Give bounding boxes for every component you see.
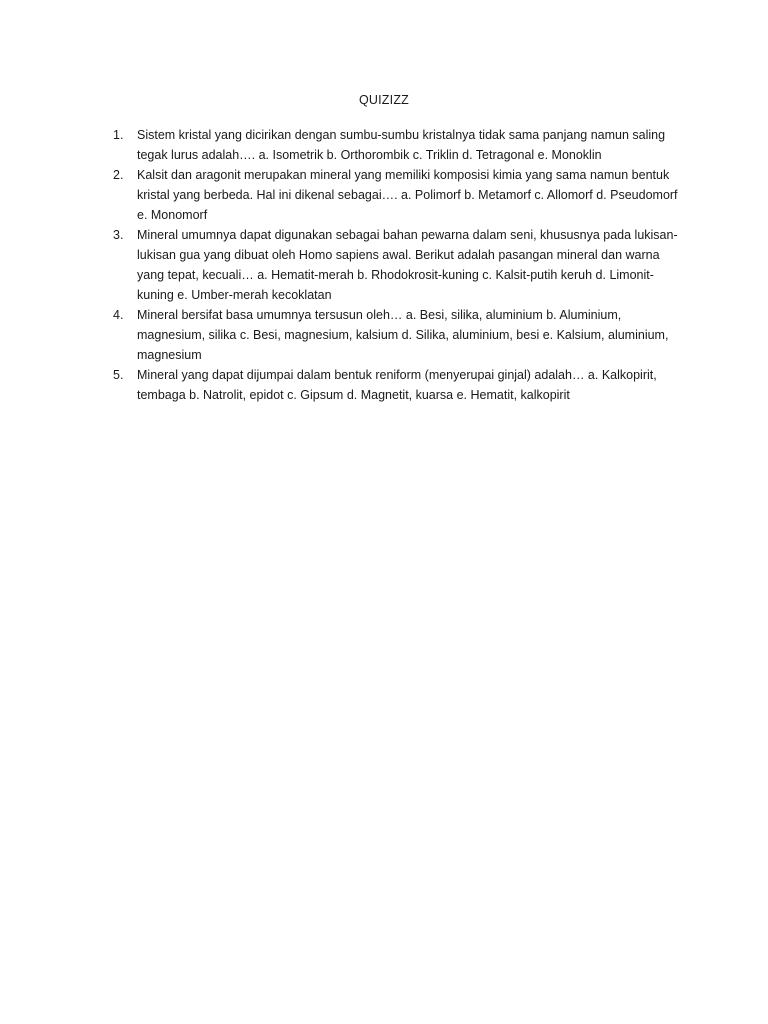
question-item <box>113 125 678 165</box>
question-text: Sistem kristal yang dicirikan dengan sumbu-sumbu kristalnya tidak sama panjang namun saling tegak lurus adalah…. a. Isometrik b. Orthorombik c. Triklin d. Tetragonal e. Monoklin <box>137 128 666 162</box>
question-number: 3. <box>113 228 124 242</box>
question-number: 2. <box>113 168 124 182</box>
question-number: 4. <box>113 308 124 322</box>
question-text: Mineral yang dapat dijumpai dalam bentuk reniform (menyerupai ginjal) adalah… a. Kalkopirit, tembaga b. Natrolit, epidot c. Gipsum d. Magnetit, kuarsa e. Hematit, kalkopirit <box>137 368 657 402</box>
question-text: Kalsit dan aragonit merupakan mineral yang memiliki komposisi kimia yang sama namun bentuk kristal yang berbeda. Hal ini dikenal sebagai…. a. Polimorf b. Metamorf c. Allomorf d. Pseudomorf e. Monomorf <box>137 168 678 222</box>
question-number: 5. <box>113 368 124 382</box>
question-item <box>113 165 678 225</box>
question-item <box>113 365 678 405</box>
question-list <box>113 125 678 405</box>
question-item <box>113 305 678 365</box>
question-text: Mineral bersifat basa umumnya tersusun oleh… a. Besi, silika, aluminium b. Aluminium, magnesium, silika c. Besi, magnesium, kalsium d. Silika, aluminium, besi e. Kalsium, aluminium, magnesium <box>137 308 669 362</box>
question-number: 1. <box>113 128 124 142</box>
question-text: Mineral umumnya dapat digunakan sebagai bahan pewarna dalam seni, khususnya pada lukisan-lukisan gua yang dibuat oleh Homo sapiens awal. Berikut adalah pasangan mineral dan warna yang tepat, kecuali… a. Hematit-merah b. Rhodokrosit-kuning c. Kalsit-putih keruh d. Limonit-kuning e. Umber-merah kecoklatan <box>137 228 678 302</box>
question-item <box>113 225 678 305</box>
document-title: QUIZIZZ <box>358 93 409 107</box>
